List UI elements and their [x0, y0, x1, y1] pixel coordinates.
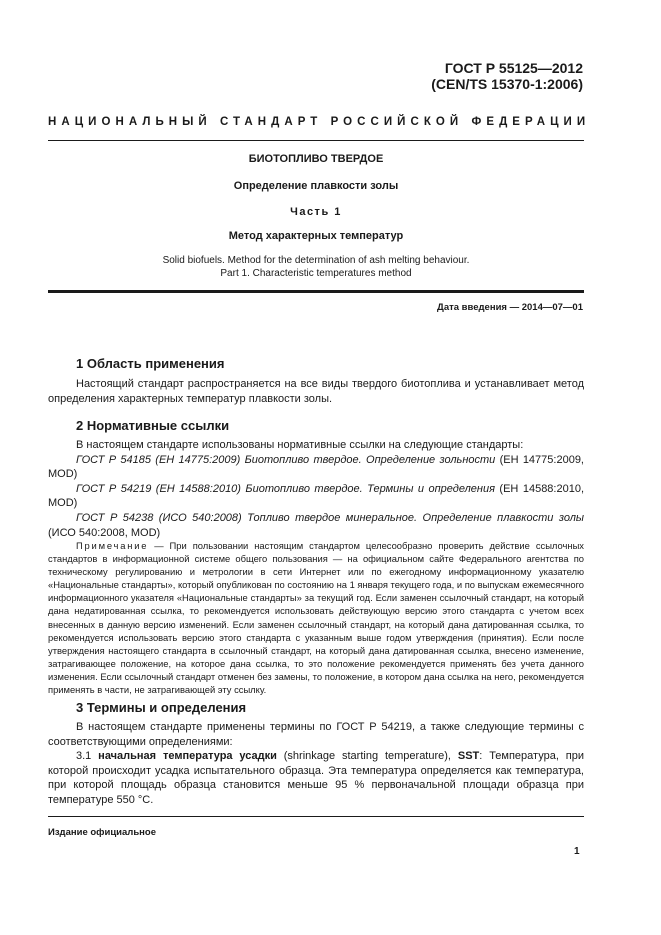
normative-ref-3 [48, 511, 584, 540]
note-label: Примечание [76, 540, 149, 551]
title-main: БИОТОПЛИВО ТВЕРДОЕ [248, 153, 384, 165]
standard-code: ГОСТ Р 55125—2012 [444, 60, 583, 76]
section-1-heading: 1 Область применения [76, 356, 225, 371]
title-divider [48, 290, 584, 293]
title-part: Часть 1 [290, 206, 342, 218]
note-text: — При пользовании настоящим стандартом целесообразно проверить действие ссылочных стандартов в информационной системе общего пользования — на официальном сайте Федерального агентства по техническому регулированию и метрологии в сети Интернет или по ежегодному информационному указателю «Национальные стандарты», который опубликован по состоянию на 1 января текущего года, и по выпускам ежемесячного информационного указателя «Национальные стандарты» за текущий год. Если заменен ссылочный стандарт, на который дана недатированная ссылка, то рекомендуется использовать действующую версию этого стандарта с учетом всех внесенных в данную версию изменений. Если заменен ссылочный стандарт, на который дана датированная ссылка, то рекомендуется использовать версию этого стандарта с указанным выше годом утверждения (принятия). Если после утверждения настоящего стандарта в ссылочный стандарт, на который дана датированная ссылка, внесено изменение, затрагивающее положение, на которое дана ссылка, то это положение рекомендуется применять без учета данного изменения. Если ссылочный стандарт отменен без замены, то положение, в котором дана ссылка на него, рекомендуется применять в части, не затрагивающей эту ссылку. [48, 540, 584, 696]
term-number: 3.1 [76, 750, 99, 763]
title-english [48, 254, 584, 280]
term-abbreviation: SST [457, 750, 480, 763]
term-3-1 [48, 749, 584, 807]
section-3-heading: 3 Термины и определения [76, 700, 247, 715]
term-name: начальная температура усадки [98, 750, 277, 763]
section-2-body [48, 438, 584, 540]
ref-1-title: ГОСТ Р 54185 (ЕН 14775:2009) Биотопливо твердое. Определение зольности [76, 453, 496, 466]
top-divider [48, 140, 584, 141]
title-sub: Определение плавкости золы [233, 180, 399, 192]
national-standard-banner: НАЦИОНАЛЬНЫЙ СТАНДАРТ РОССИЙСКОЙ ФЕДЕРАЦИИ [48, 116, 591, 128]
section-2-heading: 2 Нормативные ссылки [76, 418, 230, 433]
section-3-body [48, 720, 584, 808]
title-english-line2: Part 1. Characteristic temperatures method [220, 268, 412, 279]
term-english: (shrinkage starting temperature), [276, 750, 458, 763]
standard-code-en: (CEN/TS 15370-1:2006) [431, 76, 583, 92]
ref-1-equiv: (ЕН 14775:2009, MOD) [48, 453, 584, 481]
introduction-date: Дата введения — 2014—07—01 [437, 302, 583, 313]
ref-3-equiv: (ИСО 540:2008, MOD) [48, 526, 161, 539]
title-english-line1: Solid biofuels. Method for the determination of ash melting behaviour. [162, 255, 470, 266]
section-3-intro: В настоящем стандарте применены термины по ГОСТ Р 54219, а также следующие термины с соответствующими определениями: [48, 721, 584, 748]
document-header [431, 60, 583, 92]
section-2-intro: В настоящем стандарте использованы нормативные ссылки на следующие стандарты: [76, 439, 524, 451]
normative-note [48, 539, 584, 696]
ref-2-title: ГОСТ Р 54219 (ЕН 14588:2010) Биотопливо твердое. Термины и определения [76, 482, 495, 495]
normative-ref-1 [48, 453, 584, 482]
page-number: 1 [574, 846, 580, 857]
section-1-text: Настоящий стандарт распространяется на все виды твердого биотоплива и устанавливает метод определения характерных температур плавкости золы. [48, 378, 584, 405]
normative-ref-2 [48, 482, 584, 511]
title-method: Метод характерных температур [228, 230, 404, 242]
official-edition-label: Издание официальное [48, 827, 156, 838]
ref-2-equiv: (ЕН 14588:2010, MOD) [48, 482, 585, 510]
ref-3-title: ГОСТ Р 54238 (ИСО 540:2008) Топливо твердое минеральное. Определение плавкости золы [76, 511, 584, 524]
footer-divider [48, 816, 584, 817]
term-definition: : Температура, при которой происходит усадка испытательного образца. Эта температура определяется как температура, при которой площадь образца становится меньше 95 % первоначальной площади образца при температуре 550 °C. [48, 750, 584, 806]
